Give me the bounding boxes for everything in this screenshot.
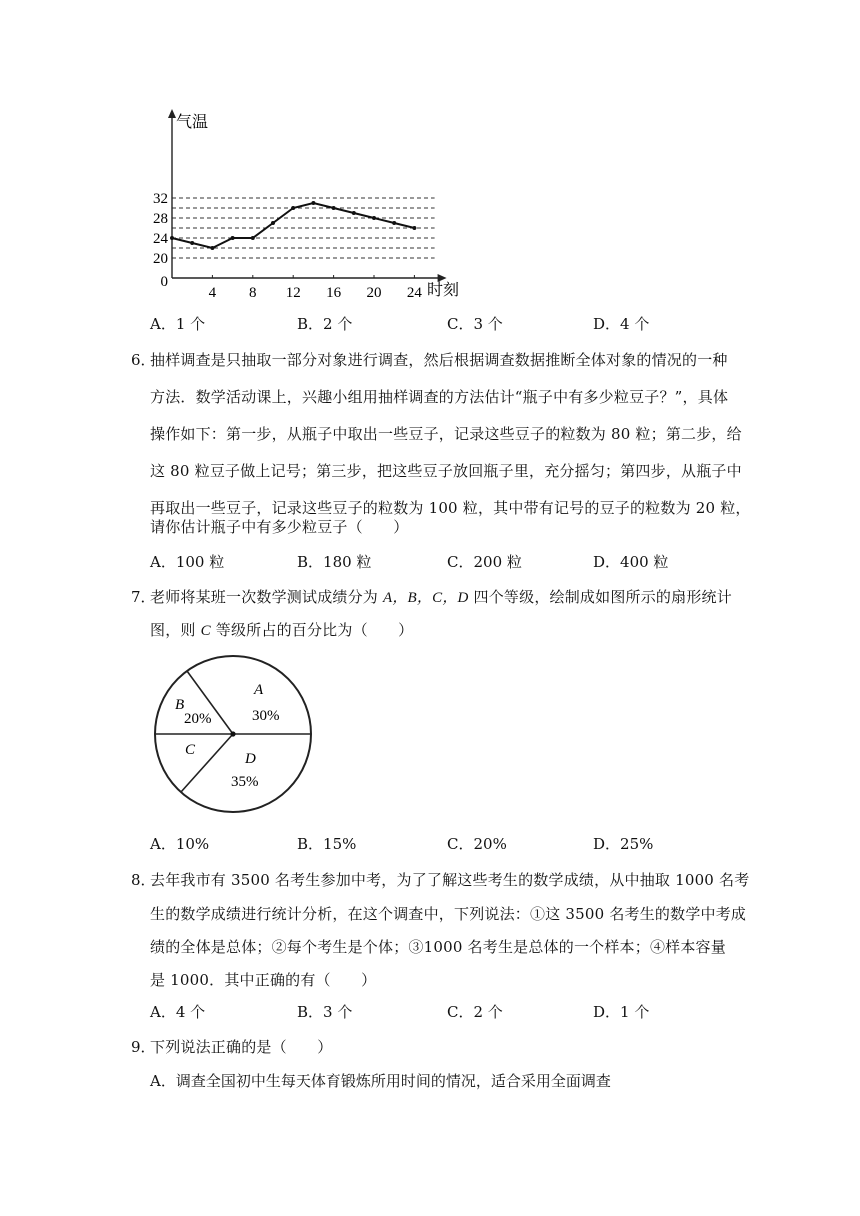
q6-option-c[interactable]: C．200 粒	[447, 553, 522, 571]
q7-line1-pre: 老师将某班一次数学测试成绩分为	[150, 588, 383, 606]
y-tick-label: 28	[153, 211, 168, 227]
q6-number: 6．	[131, 351, 156, 369]
x-axis-arrow	[438, 274, 447, 282]
q6-option-a[interactable]: A．100 粒	[150, 553, 225, 571]
q7-line2-pre: 图，则	[150, 621, 201, 639]
chart-ticks	[153, 191, 422, 300]
q9-option-a[interactable]: A．调查全国初中生每天体育锻炼所用时间的情况，适合采用全面调查	[150, 1072, 611, 1090]
q7-option-a[interactable]: A．10%	[150, 835, 210, 853]
q8-line-3: 绩的全体是总体；②每个考生是个体；③1000 名考生是总体的一个样本；④样本容量	[150, 938, 726, 956]
q7-line2-var: C	[200, 623, 211, 639]
y-axis-label: 气温	[176, 114, 209, 131]
pie-label-c: C	[185, 742, 196, 758]
q5-option-c[interactable]: C．3 个	[447, 315, 503, 333]
x-tick-label: 4	[208, 285, 217, 300]
y-tick-label: 20	[153, 251, 168, 267]
q7-option-d[interactable]: D．25%	[593, 835, 654, 853]
q8-option-c[interactable]: C．2 个	[447, 1003, 503, 1021]
q6-line-1: 抽样调查是只抽取一部分对象进行调查，然后根据调查数据推断全体对象的情况的一种	[150, 351, 728, 369]
q6-option-d[interactable]: D．400 粒	[593, 553, 669, 571]
data-point	[372, 216, 376, 220]
data-point	[170, 236, 174, 240]
q6-line-5: 再取出一些豆子，记录这些豆子的粒数为 100 粒，其中带有记号的豆子的粒数为 20 粒，	[150, 499, 751, 517]
q7-number: 7．	[131, 588, 156, 606]
q8-line-2: 生的数学成绩进行统计分析，在这个调查中，下列说法：①这 3500 名考生的数学中考成	[150, 905, 747, 923]
grade-pie-chart	[148, 652, 318, 820]
q7-line1-vars: A，B，C，D	[382, 590, 469, 606]
pie-label-d: D	[245, 751, 256, 767]
q7-option-c[interactable]: C．20%	[447, 835, 507, 853]
x-tick-label: 16	[326, 285, 342, 300]
pie-value-a: 30%	[252, 708, 280, 724]
q8-number: 8．	[131, 871, 156, 889]
origin-label: 0	[160, 274, 168, 290]
y-axis-arrow	[168, 109, 176, 118]
q9-number: 9．	[131, 1038, 156, 1056]
q6-line-3: 操作如下：第一步，从瓶子中取出一些豆子，记录这些豆子的粒数为 80 粒；第二步，给	[150, 425, 742, 443]
q9-stem: 下列说法正确的是（ ）	[150, 1038, 333, 1056]
x-tick-label: 12	[285, 285, 301, 300]
pie-center-dot	[230, 731, 235, 736]
q7-line2-post: 等级所占的百分比为（ ）	[210, 621, 414, 639]
data-point	[412, 226, 416, 230]
data-point	[332, 206, 336, 210]
x-tick-label: 8	[249, 285, 257, 300]
q8-option-b[interactable]: B．3 个	[297, 1003, 353, 1021]
x-tick-label: 24	[406, 285, 422, 300]
data-point	[190, 241, 194, 245]
data-point	[251, 236, 255, 240]
chart-series	[170, 201, 416, 250]
data-point	[352, 211, 356, 215]
pie-value-b: 20%	[184, 711, 212, 727]
q6-line-6: 请你估计瓶子中有多少粒豆子（ ）	[150, 518, 409, 536]
data-point	[231, 236, 235, 240]
temperature-line-chart	[140, 105, 470, 300]
q6-line-2: 方法．数学活动课上，兴趣小组用抽样调查的方法估计“瓶子中有多少粒豆子？”，具体	[150, 388, 729, 406]
q8-line-4: 是 1000．其中正确的有（ ）	[150, 971, 377, 989]
data-point	[210, 246, 214, 250]
x-tick-label: 20	[366, 285, 382, 300]
data-point	[311, 201, 315, 205]
x-axis-label: 时刻	[427, 282, 460, 299]
q8-line-1: 去年我市有 3500 名考生参加中考，为了了解这些考生的数学成绩，从中抽取 1000 名考	[150, 871, 750, 889]
pie-value-d: 35%	[231, 774, 259, 790]
q5-option-a[interactable]: A．1 个	[150, 315, 206, 333]
pie-label-b: B	[175, 697, 185, 713]
y-tick-label: 32	[153, 191, 168, 207]
q8-option-d[interactable]: D．1 个	[593, 1003, 650, 1021]
q8-option-a[interactable]: A．4 个	[150, 1003, 206, 1021]
y-tick-label: 24	[153, 231, 168, 247]
chart-axes	[168, 109, 447, 282]
q6-option-b[interactable]: B．180 粒	[297, 553, 372, 571]
data-point	[271, 221, 275, 225]
pie-label-a: A	[254, 682, 264, 698]
q5-option-b[interactable]: B．2 个	[297, 315, 353, 333]
q7-line-2	[150, 620, 413, 641]
q5-option-d[interactable]: D．4 个	[593, 315, 650, 333]
q7-line-1	[150, 587, 732, 608]
data-point	[392, 221, 396, 225]
q6-line-4: 这 80 粒豆子做上记号；第三步，把这些豆子放回瓶子里，充分摇匀；第四步，从瓶子中	[150, 462, 742, 480]
data-point	[291, 206, 295, 210]
q7-line1-post: 四个等级，绘制成如图所示的扇形统计	[468, 588, 732, 606]
q7-option-b[interactable]: B．15%	[297, 835, 357, 853]
